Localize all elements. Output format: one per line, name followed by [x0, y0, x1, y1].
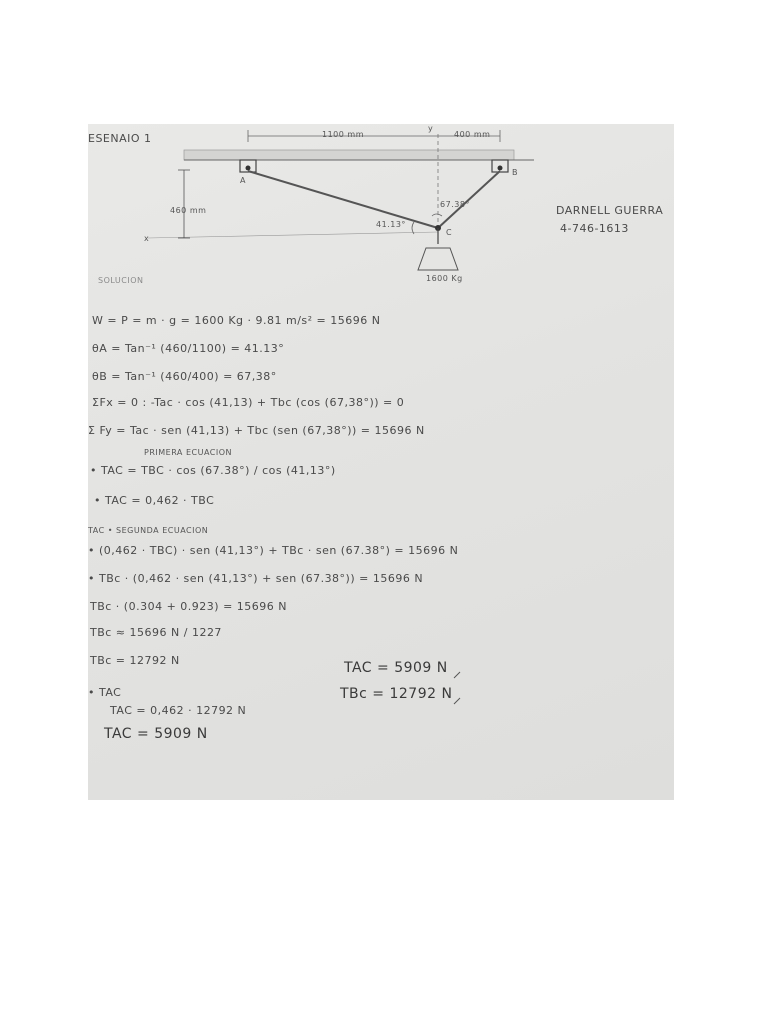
dim-top-right: 400 mm — [454, 130, 491, 139]
mass-label: 1600 Kg — [426, 274, 463, 283]
weight-equation: W = P = m · g = 1600 Kg · 9.81 m/s² = 15696 N — [92, 314, 381, 327]
exercise-title: ESENAIO 1 — [88, 132, 152, 145]
dim-left: 460 mm — [170, 206, 207, 215]
sum-fy-equation: Σ Fy = Tac · sen (41,13) + Tbc (sen (67,38°)) = 15696 N — [88, 424, 425, 437]
tac-expression: • TAC = TBC · cos (67.38°) / cos (41,13°) — [90, 464, 336, 477]
point-c-label: C — [446, 228, 453, 237]
final-tbc: TBc = 12792 N — [340, 686, 453, 702]
point-b-label: B — [512, 168, 518, 177]
sum-fx-equation: ΣFx = 0 : -Tac · cos (41,13) + Tbc (cos (67,38°)) = 0 — [92, 396, 405, 409]
tac-result-line: TAC = 5909 N — [104, 726, 208, 742]
tac-substitution: TAC = 0,462 · 12792 N — [110, 704, 247, 717]
point-a-label: A — [240, 176, 246, 185]
substitution-equation: • (0,462 · TBC) · sen (41,13°) + TBc · sen (67.38°) = 15696 N — [88, 544, 459, 557]
second-equation-heading: TAC • SEGUNDA ECUACION — [88, 526, 209, 535]
axis-x-label: x — [144, 234, 150, 243]
division-equation: TBc ≈ 15696 N / 1227 — [90, 626, 222, 639]
dim-top-left: 1100 mm — [322, 130, 364, 139]
solution-heading: SOLUCION — [98, 276, 144, 285]
angle-right-label: 67.38° — [440, 200, 470, 209]
axis-y-label: y — [428, 124, 434, 133]
sum-equation: TBc · (0.304 + 0.923) = 15696 N — [90, 600, 288, 613]
angle-left-label: 41.13° — [376, 220, 406, 229]
author-name: DARNELL GUERRA — [556, 204, 664, 217]
notebook-paper — [88, 124, 674, 800]
author-id: 4-746-1613 — [560, 222, 629, 235]
tac-ratio: • TAC = 0,462 · TBC — [94, 494, 215, 507]
factor-equation: • TBc · (0,462 · sen (41,13°) + sen (67.38°)) = 15696 N — [88, 572, 424, 585]
final-tac: TAC = 5909 N — [344, 660, 448, 676]
theta-b-equation: θB = Tan⁻¹ (460/400) = 67,38° — [92, 370, 277, 383]
tac-label: • TAC — [88, 686, 122, 699]
theta-a-equation: θA = Tan⁻¹ (460/1100) = 41.13° — [92, 342, 285, 355]
tbc-result-line: TBc = 12792 N — [90, 654, 180, 667]
first-equation-heading: PRIMERA ECUACION — [144, 448, 233, 457]
